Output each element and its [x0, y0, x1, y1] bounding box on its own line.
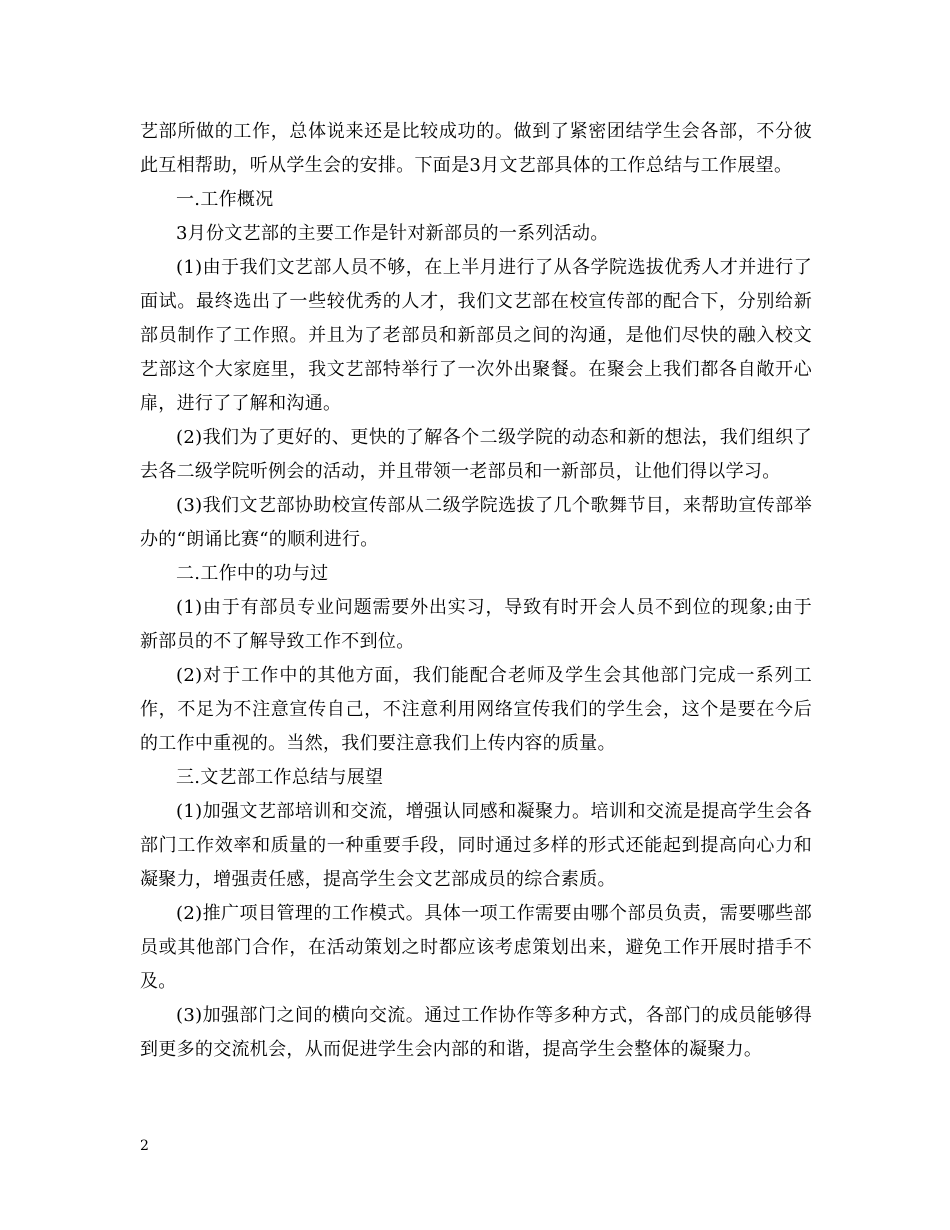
paragraph-merits-item-2: (2)对于工作中的其他方面，我们能配合老师及学生会其他部门完成一系列工作，不足为不注意宣传自己，不注意利用网络宣传我们的学生会，这个是要在今后的工作中重视的。当然，我们要注意我们上传内容的质量。 — [140, 665, 812, 754]
document-body — [140, 115, 812, 1067]
paragraph-intro-continuation: 艺部所做的工作，总体说来还是比较成功的。做到了紧密团结学生会各部，不分彼此互相帮助，听从学生会的安排。下面是3月文艺部具体的工作总结与工作展望。 — [140, 121, 812, 176]
paragraph-outlook-item-1: (1)加强文艺部培训和交流，增强认同感和凝聚力。培训和交流是提高学生会各部门工作效率和质量的一种重要手段，同时通过多样的形式还能起到提高向心力和凝聚力，增强责任感，提高学生会文艺部成员的综合素质。 — [140, 801, 812, 890]
paragraph-merits-item-1: (1)由于有部员专业问题需要外出实习，导致有时开会人员不到位的现象;由于新部员的不了解导致工作不到位。 — [140, 597, 812, 652]
paragraph-march-main-work: 3月份文艺部的主要工作是针对新部员的一系列活动。 — [176, 223, 609, 244]
paragraph-outlook-item-3: (3)加强部门之间的横向交流。通过工作协作等多种方式，各部门的成员能够得到更多的交流机会，从而促进学生会内部的和谐，提高学生会整体的凝聚力。 — [140, 1005, 812, 1060]
section-heading-work-overview: 一.工作概况 — [176, 189, 274, 210]
paragraph-outlook-item-2: (2)推广项目管理的工作模式。具体一项工作需要由哪个部员负责，需要哪些部员或其他部门合作，在活动策划之时都应该考虑策划出来，避免工作开展时措手不及。 — [140, 903, 812, 992]
paragraph-overview-item-1: (1)由于我们文艺部人员不够，在上半月进行了从各学院选拔优秀人才并进行了面试。最终选出了一些较优秀的人才，我们文艺部在校宣传部的配合下，分别给新部员制作了工作照。并且为了老部员和新部员之间的沟通，是他们尽快的融入校文艺部这个大家庭里，我文艺部特举行了一次外出聚餐。在聚会上我们都各自敞开心扉，进行了了解和沟通。 — [140, 257, 812, 414]
paragraph-overview-item-2: (2)我们为了更好的、更快的了解各个二级学院的动态和新的想法，我们组织了去各二级学院听例会的活动，并且带领一老部员和一新部员，让他们得以学习。 — [140, 427, 812, 482]
paragraph-overview-item-3: (3)我们文艺部协助校宣传部从二级学院选拔了几个歌舞节目，来帮助宣传部举办的“朗诵比赛“的顺利进行。 — [140, 495, 812, 550]
section-heading-merits-faults: 二.工作中的功与过 — [176, 563, 329, 584]
section-heading-summary-outlook: 三.文艺部工作总结与展望 — [176, 767, 384, 788]
page-number: 2 — [140, 1138, 149, 1154]
